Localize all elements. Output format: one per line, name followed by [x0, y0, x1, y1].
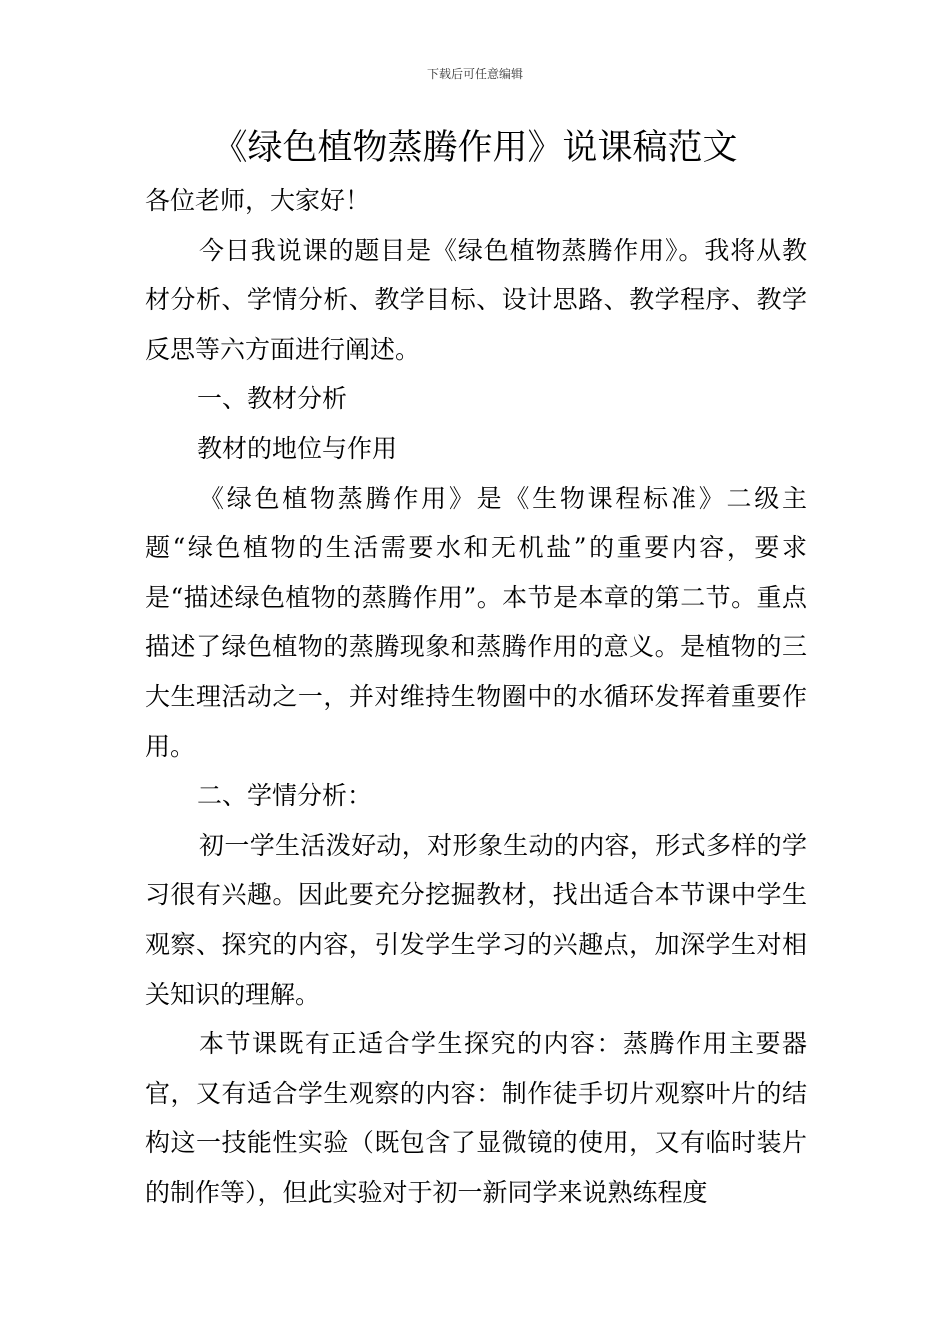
document-title: 《绿色植物蒸腾作用》说课稿范文	[212, 128, 738, 168]
document-body	[145, 176, 807, 1217]
textbook-analysis-paragraph: 《绿色植物蒸腾作用》是《生物课程标准》二级主题“绿色植物的生活需要水和无机盐”的重要内容，要求是“描述绿色植物的蒸腾作用”。本节是本章的第二节。重点描述了绿色植物的蒸腾现象和蒸腾作用的意义。是植物的三大生理活动之一，并对维持生物圈中的水循环发挥着重要作用。	[145, 483, 807, 761]
subheading-textbook-role: 教材的地位与作用	[197, 433, 398, 463]
student-analysis-paragraph-1: 初一学生活泼好动，对形象生动的内容，形式多样的学习很有兴趣。因此要充分挖掘教材，找出适合本节课中学生观察、探究的内容，引发学生学习的兴趣点，加深学生对相关知识的理解。	[145, 830, 807, 1009]
intro-paragraph: 今日我说课的题目是《绿色植物蒸腾作用》。我将从教材分析、学情分析、教学目标、设计思路、教学程序、教学反思等六方面进行阐述。	[145, 235, 807, 364]
section-heading-student-analysis: 二、学情分析：	[197, 781, 373, 811]
greeting: 各位老师，大家好！	[145, 186, 371, 215]
header-note: 下载后可任意编辑	[426, 67, 523, 81]
section-heading-textbook-analysis: 一、教材分析	[197, 384, 348, 414]
student-analysis-paragraph-2: 本节课既有正适合学生探究的内容：蒸腾作用主要器官，又有适合学生观察的内容：制作徒手切片观察叶片的结构这一技能性实验（既包含了显微镜的使用，又有临时装片的制作等），但此实验对于初一新同学来说熟练程度	[145, 1029, 807, 1207]
